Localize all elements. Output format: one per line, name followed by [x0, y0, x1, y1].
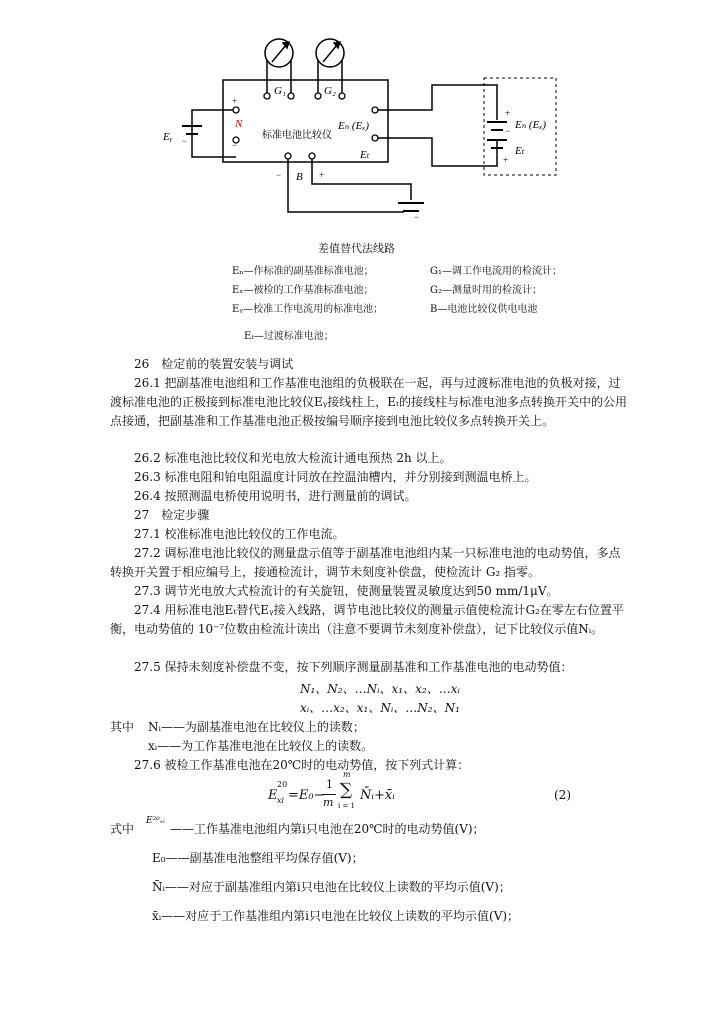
para-27-4: 27.4 用标准电池Eₜ替代Eᵧ接入线路，调节电池比较仪的测量示值使检流计G₂在零左右位置平衡，电动势值的 10⁻⁷位数由检流计读出（注意不要调节未刻度补偿盘），记下比较仪示值Nᵢ。: [110, 603, 624, 636]
legend-b: B—电池比较仪供电电池: [430, 304, 538, 315]
legend-g2: G₂—测量时用的检流计；: [430, 285, 542, 296]
where2-xi: x̄ᵢ——对应于工作基准组内第i只电池在比较仪上读数的平均示值(V)；: [152, 909, 520, 923]
label-b-minus: −: [276, 170, 282, 180]
label-right-minus: −: [505, 126, 511, 136]
label-et: Eₜ: [360, 149, 370, 161]
where-label-1: 其中: [110, 720, 135, 734]
label-b: B: [296, 171, 303, 183]
circuit-diagram: [0, 0, 724, 235]
label-minus1: −: [232, 140, 238, 150]
legend-en: Eₙ—作标准的副基准标准电池；: [232, 266, 374, 277]
eq-lhs-sup: 20: [277, 780, 288, 789]
eq-frac-den: m: [323, 796, 334, 809]
label-right-plus2: +: [503, 155, 509, 165]
eq-sum: ∑: [340, 780, 353, 800]
legend-ex: Eₓ—被检的工作基准标准电池；: [232, 285, 374, 296]
label-right-et: Eₜ: [515, 145, 525, 157]
para-27-3: 27.3 调节光电放大式检流计的有关旋钮，使测量装置灵敏度达到50 mm/1μV。: [134, 584, 559, 598]
label-ey: Eᵧ: [163, 131, 173, 143]
figure-caption: 差值替代法线路: [318, 242, 395, 255]
where2-sym: E²⁰ₓᵢ: [146, 816, 165, 826]
legend-et: Eₜ—过渡标准电池；: [244, 331, 334, 342]
para-26-4: 26.4 按照测温电桥使用说明书，进行测量前的调试。: [134, 489, 417, 503]
label-ey-minus: −: [182, 136, 188, 146]
heading-26: 26 检定前的装置安装与调试: [134, 357, 294, 371]
where-ni: Nᵢ——为副基准电池在比较仪上的读数；: [148, 720, 365, 734]
label-box: 标准电池比较仪: [262, 130, 332, 141]
para-26-2: 26.2 标准电池比较仪和光电放大检流计通电预热 2h 以上。: [134, 451, 452, 465]
heading-27: 27 检定步骤: [134, 508, 210, 522]
eq-lhs-sub: xi: [277, 796, 285, 805]
para-27-5: 27.5 保持未刻度补偿盘不变，按下列顺序测量副基准和工作基准电池的电动势值：: [134, 660, 573, 674]
equation-2: [268, 770, 608, 814]
para-27-6: 27.6 被检工作基准电池在20℃时的电动势值，按下列式计算：: [134, 758, 470, 772]
eq-lhs: E: [268, 788, 278, 803]
label-en-ex: Eₙ (Eₓ): [338, 120, 370, 132]
en-battery: [487, 122, 507, 130]
legend-g1: G₁—调工作电流用的检流计；: [430, 266, 562, 277]
ey-wire: [192, 110, 236, 157]
legend-ey: Eᵧ—校准工作电流用的标准电池；: [232, 304, 384, 315]
para-26-1: 26.1 把副基准电池组和工作基准电池组的负极联在一起，再与过渡标准电池的负极对接，过渡标准电池的正极接到标准电池比较仪Eᵧ接线柱上，Eₜ的接线柱与标准电池多点转换开关中的公用点接通，把副基准和工作基准电池正极按编号顺序接到电池比较仪多点转换开关上。: [110, 376, 627, 428]
eq-frac-bar: [322, 794, 336, 795]
where-label-2: 式中: [110, 822, 135, 836]
sequence-1: N₁、N₂、…Nᵢ、x₁、x₂、…xᵢ: [300, 682, 460, 696]
where-xi: xᵢ——为工作基准电池在比较仪上的读数。: [148, 739, 374, 753]
eq-sum-top: m: [343, 770, 351, 779]
eq-sum-bot: i = 1: [338, 802, 356, 810]
eq-mid: =E₀−: [288, 788, 325, 803]
para-27-1: 27.1 校准标准电池比较仪的工作电流。: [134, 527, 345, 541]
label-g1: G₁: [274, 85, 286, 97]
para-26-3: 26.3 标准电阻和铂电阻温度计同放在控温油槽内，并分别接到测温电桥上。: [134, 470, 537, 484]
label-right-en-ex: Eₙ (Eₓ): [515, 119, 547, 131]
sequence-2: xᵢ、…x₂、x₁、Nᵢ、…N₂、N₁: [300, 701, 460, 715]
eq-frac-num: 1: [326, 778, 333, 791]
eq-rhs: N̄ᵢ+x̄ᵢ: [360, 788, 395, 803]
label-g2: G₂: [324, 85, 336, 97]
eq-number: (2): [554, 788, 571, 802]
label-b-plus: +: [319, 170, 325, 180]
where2-ni: N̄ᵢ——对应于副基准组内第i只电池在比较仪上读数的平均示值(V)；: [152, 880, 511, 894]
label-bottom-minus: −: [414, 212, 420, 222]
b-battery: [398, 203, 424, 211]
b-wire: [288, 156, 411, 212]
label-right-plus: +: [505, 108, 511, 118]
para-27-2: 27.2 调标准电池比较仪的测量盘示值等于副基准电池组内某一只标准电池的电动势值，多点转换开关置于相应编号上，接通检流计，调节未刻度补偿盘，使检流计 G₂ 指零。: [110, 546, 621, 579]
where2-e0: E₀——副基准电池整组平均保存值(V)；: [152, 851, 364, 865]
where2-e20: ——工作基准电池组内第i只电池在20℃时的电动势值(V)；: [170, 822, 485, 836]
label-plus1: +: [232, 96, 238, 106]
label-n: N: [235, 118, 243, 130]
